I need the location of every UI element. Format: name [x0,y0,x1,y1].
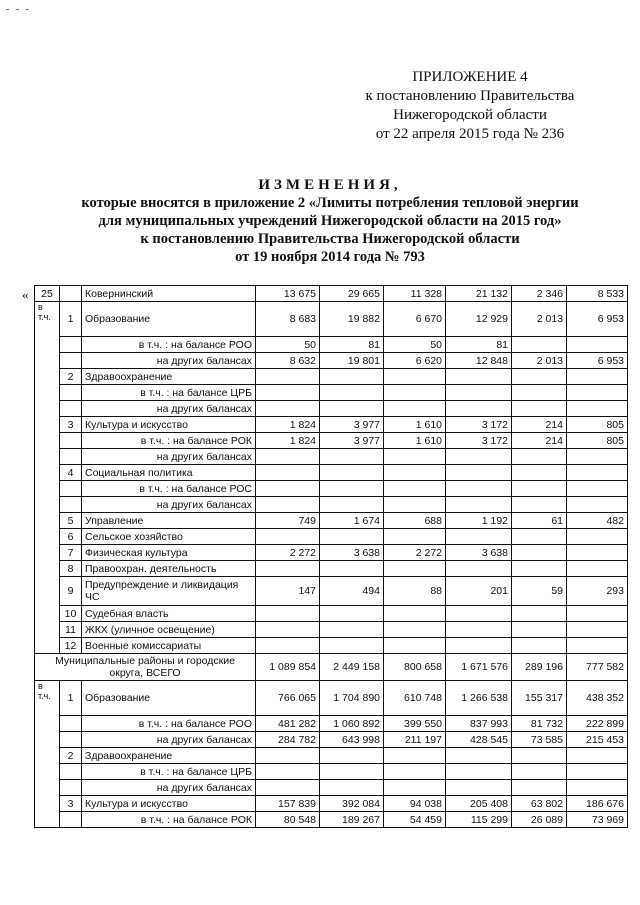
value-cell: 222 899 [567,716,628,732]
table-row [35,622,628,638]
value-cell: 805 [567,433,628,449]
item-number: 6 [60,529,82,545]
value-cell: 201 [446,577,512,606]
corner-mark: - - - [6,4,31,15]
value-cell [446,561,512,577]
value-cell: 73 969 [567,812,628,828]
value-cell [446,622,512,638]
value-cell: 29 665 [320,286,384,302]
value-cell [567,606,628,622]
table-row [35,606,628,622]
value-cell [256,465,320,481]
value-cell [512,622,567,638]
value-cell [567,449,628,465]
value-cell [320,449,384,465]
value-cell: 1 089 854 [256,654,320,681]
table-row [35,716,628,732]
value-cell: 81 [446,337,512,353]
value-cell: 392 084 [320,796,384,812]
value-cell: 80 548 [256,812,320,828]
blank-cell [60,732,82,748]
item-number: 9 [60,577,82,606]
value-cell [446,780,512,796]
value-cell [320,638,384,654]
value-cell [384,497,446,513]
value-cell [446,465,512,481]
blank-cell [60,286,82,302]
table-row [35,513,628,529]
value-cell [384,764,446,780]
table-body [35,286,628,828]
limits-table [34,285,628,828]
sub-item-name: на других балансах [82,732,256,748]
value-cell [256,561,320,577]
heading-title: ИЗМЕНЕНИЯ, [258,177,402,193]
value-cell [320,529,384,545]
item-name: Культура и искусство [82,796,256,812]
sub-item-name: на других балансах [82,353,256,369]
sub-item-name: на других балансах [82,497,256,513]
table-row [35,337,628,353]
value-cell: 186 676 [567,796,628,812]
sub-item-name: на других балансах [82,780,256,796]
value-cell [446,529,512,545]
value-cell: 8 533 [567,286,628,302]
value-cell [567,561,628,577]
value-cell: 688 [384,513,446,529]
appendix-line1: к постановлению Правительства [365,88,575,104]
table-row [35,401,628,417]
item-number: 1 [60,681,82,716]
value-cell: 73 585 [512,732,567,748]
value-cell [320,561,384,577]
value-cell: 6 670 [384,302,446,337]
value-cell [567,369,628,385]
blank-cell [60,449,82,465]
value-cell: 1 192 [446,513,512,529]
item-number: 5 [60,513,82,529]
value-cell: 88 [384,577,446,606]
value-cell [384,748,446,764]
value-cell: 215 453 [567,732,628,748]
blank-cell [60,764,82,780]
item-name: Здравоохранение [82,748,256,764]
table-row [35,302,628,337]
value-cell: 2 346 [512,286,567,302]
sub-item-name: на других балансах [82,401,256,417]
value-cell: 26 089 [512,812,567,828]
value-cell: 157 839 [256,796,320,812]
blank-cell [60,433,82,449]
value-cell: 1 824 [256,417,320,433]
sub-item-name: в т.ч. : на балансе РОО [82,337,256,353]
value-cell [512,481,567,497]
value-cell: 12 929 [446,302,512,337]
table-row [35,286,628,302]
value-cell [256,481,320,497]
value-cell [567,764,628,780]
value-cell [512,764,567,780]
value-cell [384,385,446,401]
value-cell: 61 [512,513,567,529]
value-cell: 293 [567,577,628,606]
value-cell: 6 620 [384,353,446,369]
value-cell: 805 [567,417,628,433]
value-cell [512,606,567,622]
value-cell: 6 953 [567,302,628,337]
value-cell [384,465,446,481]
value-cell: 2 449 158 [320,654,384,681]
value-cell: 54 459 [384,812,446,828]
blank-cell [60,497,82,513]
table-row [35,529,628,545]
value-cell [256,780,320,796]
value-cell: 214 [512,433,567,449]
value-cell [512,369,567,385]
value-cell: 481 282 [256,716,320,732]
value-cell: 81 732 [512,716,567,732]
table-row [35,353,628,369]
document-heading [30,176,630,266]
value-cell [256,764,320,780]
value-cell [256,748,320,764]
blank-cell [60,337,82,353]
table-row [35,545,628,561]
table-row [35,654,628,681]
sub-item-name: на других балансах [82,449,256,465]
item-name: Управление [82,513,256,529]
value-cell: 2 013 [512,353,567,369]
sub-item-name: в т.ч. : на балансе РОС [82,481,256,497]
value-cell: 12 848 [446,353,512,369]
value-cell: 1 824 [256,433,320,449]
item-number: 8 [60,561,82,577]
value-cell [256,638,320,654]
total-label: Муниципальные районы и городские округа, ВСЕГО [35,654,256,681]
item-name: Физическая культура [82,545,256,561]
table-row [35,481,628,497]
value-cell [512,449,567,465]
value-cell: 610 748 [384,681,446,716]
value-cell [384,780,446,796]
value-cell: 749 [256,513,320,529]
value-cell: 428 545 [446,732,512,748]
value-cell [256,401,320,417]
value-cell [446,638,512,654]
value-cell [320,606,384,622]
table-row [35,417,628,433]
value-cell: 1 674 [320,513,384,529]
value-cell: 289 196 [512,654,567,681]
value-cell: 1 060 892 [320,716,384,732]
item-name: Здравоохранение [82,369,256,385]
value-cell [320,481,384,497]
appendix-line3: от 22 апреля 2015 года № 236 [375,126,565,142]
value-cell: 482 [567,513,628,529]
item-number: 1 [60,302,82,337]
district-name: Ковернинский [82,286,256,302]
sub-item-name: в т.ч. : на балансе РОО [82,716,256,732]
item-name: Социальная политика [82,465,256,481]
item-name: Судебная власть [82,606,256,622]
value-cell [446,606,512,622]
value-cell: 59 [512,577,567,606]
item-number: 3 [60,796,82,812]
value-cell [512,638,567,654]
item-number: 4 [60,465,82,481]
value-cell [567,481,628,497]
value-cell [446,449,512,465]
value-cell: 21 132 [446,286,512,302]
value-cell [384,622,446,638]
value-cell [567,529,628,545]
value-cell [446,764,512,780]
value-cell [384,606,446,622]
table-row [35,561,628,577]
value-cell [320,497,384,513]
value-cell [567,545,628,561]
blank-cell [60,385,82,401]
value-cell: 399 550 [384,716,446,732]
value-cell: 115 299 [446,812,512,828]
value-cell: 13 675 [256,286,320,302]
item-name: Правоохран. деятельность [82,561,256,577]
value-cell [446,369,512,385]
value-cell [256,606,320,622]
item-number: 11 [60,622,82,638]
sub-item-name: в т.ч. : на балансе ЦРБ [82,385,256,401]
value-cell [567,337,628,353]
value-cell [256,369,320,385]
vtch-label: в т.ч. [35,302,60,654]
value-cell [446,385,512,401]
item-number: 2 [60,369,82,385]
value-cell: 19 801 [320,353,384,369]
heading-line2: для муниципальных учреждений Нижегородской области на 2015 год» [98,213,562,229]
value-cell: 3 172 [446,417,512,433]
value-cell [256,497,320,513]
value-cell [512,465,567,481]
value-cell [567,622,628,638]
blank-cell [60,716,82,732]
item-number: 2 [60,748,82,764]
item-name: Образование [82,681,256,716]
value-cell: 8 683 [256,302,320,337]
value-cell: 205 408 [446,796,512,812]
value-cell: 837 993 [446,716,512,732]
item-name: Предупреждение и ликвидация ЧС [82,577,256,606]
value-cell: 3 638 [446,545,512,561]
table-row [35,497,628,513]
table-row [35,433,628,449]
table-row [35,732,628,748]
value-cell [567,497,628,513]
value-cell [384,638,446,654]
item-number: 7 [60,545,82,561]
value-cell: 3 172 [446,433,512,449]
value-cell [512,385,567,401]
value-cell [384,529,446,545]
value-cell [320,780,384,796]
open-quote: « [22,287,29,302]
value-cell: 777 582 [567,654,628,681]
value-cell: 147 [256,577,320,606]
value-cell [512,748,567,764]
table-row [35,764,628,780]
value-cell [384,481,446,497]
heading-line1: которые вносятся в приложение 2 «Лимиты потребления тепловой энергии [81,195,579,211]
value-cell: 1 704 890 [320,681,384,716]
value-cell [446,401,512,417]
value-cell [256,529,320,545]
value-cell [512,529,567,545]
value-cell: 800 658 [384,654,446,681]
table-row [35,796,628,812]
value-cell: 3 977 [320,417,384,433]
value-cell [512,337,567,353]
table-row [35,681,628,716]
blank-cell [60,353,82,369]
value-cell: 189 267 [320,812,384,828]
value-cell: 63 802 [512,796,567,812]
blank-cell [60,481,82,497]
sub-item-name: в т.ч. : на балансе РОК [82,433,256,449]
value-cell [384,449,446,465]
value-cell: 2 272 [384,545,446,561]
table-row [35,465,628,481]
value-cell [320,385,384,401]
value-cell [567,780,628,796]
sub-item-name: в т.ч. : на балансе ЦРБ [82,764,256,780]
district-code: 25 [35,286,60,302]
item-number: 10 [60,606,82,622]
blank-cell [60,780,82,796]
value-cell [384,401,446,417]
value-cell: 214 [512,417,567,433]
value-cell [320,369,384,385]
value-cell [446,497,512,513]
heading-line3: к постановлению Правительства Нижегородской области [140,231,520,247]
appendix-title: ПРИЛОЖЕНИЕ 4 [412,69,528,85]
value-cell [567,385,628,401]
value-cell [256,449,320,465]
value-cell [567,748,628,764]
value-cell: 284 782 [256,732,320,748]
table-row [35,449,628,465]
appendix-line2: Нижегородской области [393,107,547,123]
item-name: Культура и искусство [82,417,256,433]
value-cell [512,401,567,417]
value-cell: 1 610 [384,417,446,433]
value-cell: 94 038 [384,796,446,812]
item-number: 3 [60,417,82,433]
value-cell: 8 632 [256,353,320,369]
table-row [35,638,628,654]
value-cell: 50 [256,337,320,353]
value-cell: 643 998 [320,732,384,748]
value-cell [512,545,567,561]
value-cell: 155 317 [512,681,567,716]
blank-cell [60,401,82,417]
table-row [35,369,628,385]
table-row [35,748,628,764]
value-cell: 1 610 [384,433,446,449]
value-cell: 2 013 [512,302,567,337]
value-cell: 81 [320,337,384,353]
value-cell [567,638,628,654]
item-name: Военные комиссариаты [82,638,256,654]
value-cell: 11 328 [384,286,446,302]
value-cell: 1 671 576 [446,654,512,681]
heading-line4: от 19 ноября 2014 года № 793 [235,249,425,265]
table-row [35,812,628,828]
value-cell: 19 882 [320,302,384,337]
value-cell: 3 638 [320,545,384,561]
value-cell: 1 266 538 [446,681,512,716]
table-row [35,577,628,606]
value-cell [384,561,446,577]
value-cell [446,481,512,497]
item-number: 12 [60,638,82,654]
value-cell [320,764,384,780]
value-cell [512,780,567,796]
blank-cell [60,812,82,828]
value-cell [256,385,320,401]
item-name: ЖКХ (уличное освещение) [82,622,256,638]
value-cell [567,465,628,481]
table-row [35,385,628,401]
value-cell: 211 197 [384,732,446,748]
value-cell [320,401,384,417]
appendix-block [350,68,590,144]
item-name: Образование [82,302,256,337]
value-cell [567,401,628,417]
table-row [35,780,628,796]
value-cell [446,748,512,764]
value-cell [384,369,446,385]
value-cell: 766 065 [256,681,320,716]
value-cell [320,465,384,481]
vtch-label: в т.ч. [35,681,60,828]
item-name: Сельское хозяйство [82,529,256,545]
value-cell [256,622,320,638]
value-cell: 2 272 [256,545,320,561]
value-cell [320,748,384,764]
value-cell: 50 [384,337,446,353]
value-cell: 494 [320,577,384,606]
value-cell [512,561,567,577]
value-cell [512,497,567,513]
sub-item-name: в т.ч. : на балансе РОК [82,812,256,828]
value-cell: 3 977 [320,433,384,449]
value-cell [320,622,384,638]
value-cell: 6 953 [567,353,628,369]
value-cell: 438 352 [567,681,628,716]
